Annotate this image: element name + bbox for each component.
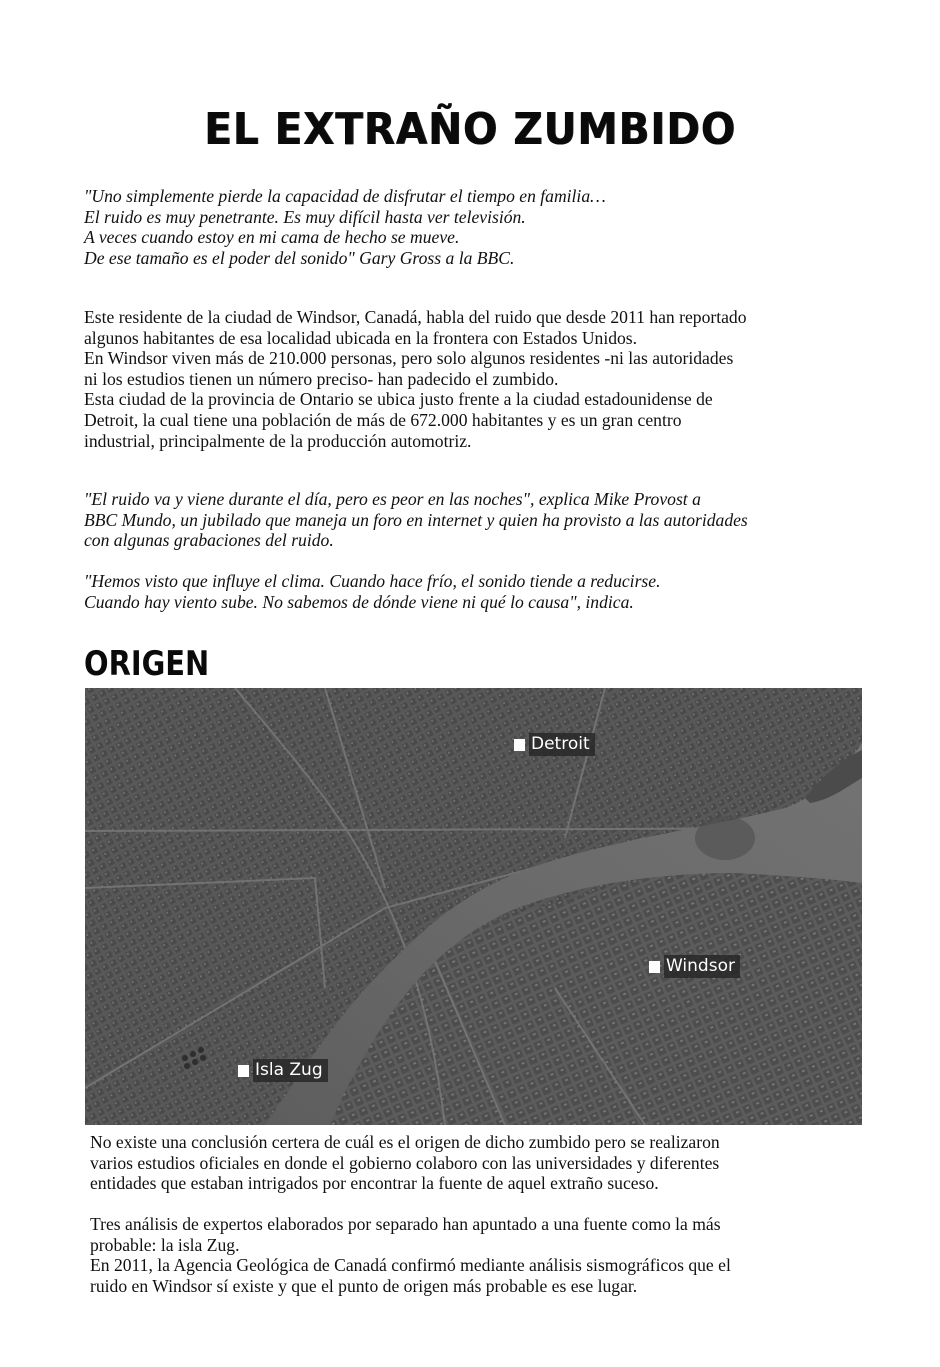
map-label-text: Isla Zug: [253, 1059, 328, 1082]
origin-paragraph-2: [90, 1214, 870, 1296]
quote-line: "Uno simplemente pierde la capacidad de disfrutar el tiempo en familia…: [84, 186, 606, 206]
quote-line: De ese tamaño es el poder del sonido" Gary Gross a la BBC.: [84, 247, 515, 268]
map-graphic: [85, 688, 862, 1125]
text-line: No existe una conclusión certera de cuál es el origen de dicho zumbido pero se realizaron: [90, 1132, 720, 1152]
origin-paragraph-1: [90, 1132, 870, 1194]
text-line: algunos habitantes de esa localidad ubicada en la frontera con Estados Unidos.: [84, 327, 638, 348]
text-line: entidades que estaban intrigados por encontrar la fuente de aquel extraño suceso.: [90, 1173, 659, 1194]
map-label-isla-zug: [238, 1059, 328, 1082]
map-label-windsor: [649, 955, 740, 978]
text-line: industrial, principalmente de la producción automotriz.: [84, 430, 472, 451]
climate-quote: [84, 571, 864, 612]
quote-line: "Hemos visto que influye el clima. Cuando hace frío, el sonido tiende a reducirse.: [84, 571, 661, 591]
location-marker-icon: [238, 1065, 249, 1077]
quote-line: Cuando hay viento sube. No sabemos de dónde viene ni qué lo causa", indica.: [84, 591, 634, 612]
page-title: EL EXTRAÑO ZUMBIDO: [38, 104, 903, 155]
quote-line: BBC Mundo, un jubilado que maneja un foro en internet y quien ha provisto a las autoridades: [84, 509, 748, 530]
text-line: En Windsor viven más de 210.000 personas, pero solo algunos residentes -ni las autoridades: [84, 348, 734, 369]
quote-line: "El ruido va y viene durante el día, pero es peor en las noches", explica Mike Provost a: [84, 489, 701, 509]
quote-line: con algunas grabaciones del ruido.: [84, 530, 334, 551]
text-line: probable: la isla Zug.: [90, 1234, 240, 1255]
quote-line: A veces cuando estoy en mi cama de hecho se mueve.: [84, 227, 460, 248]
text-line: Este residente de la ciudad de Windsor, Canadá, habla del ruido que desde 2011 han reportado: [84, 307, 747, 327]
satellite-map: [85, 688, 862, 1125]
text-line: Esta ciudad de la provincia de Ontario se ubica justo frente a la ciudad estadounidense de: [84, 389, 713, 410]
location-marker-icon: [649, 961, 660, 973]
text-line: ruido en Windsor sí existe y que el punto de origen más probable es ese lugar.: [90, 1275, 638, 1296]
quote-line: El ruido es muy penetrante. Es muy difícil hasta ver televisión.: [84, 206, 526, 227]
provost-quote: [84, 489, 864, 551]
text-line: varios estudios oficiales en donde el gobierno colaboro con las universidades y diferentes: [90, 1152, 720, 1173]
map-label-detroit: [514, 733, 595, 756]
map-label-text: Windsor: [664, 955, 740, 978]
text-line: Detroit, la cual tiene una población de más de 672.000 habitantes y es un gran centro: [84, 409, 682, 430]
text-line: En 2011, la Agencia Geológica de Canadá confirmó mediante análisis sismográficos que el: [90, 1255, 731, 1276]
map-label-text: Detroit: [529, 733, 595, 756]
section-heading-origen: ORIGEN: [84, 644, 210, 684]
text-line: ni los estudios tienen un número preciso- han padecido el zumbido.: [84, 368, 559, 389]
location-marker-icon: [514, 739, 525, 751]
intro-paragraph: [84, 307, 864, 451]
opening-quote: [84, 186, 864, 268]
text-line: Tres análisis de expertos elaborados por separado han apuntado a una fuente como la más: [90, 1214, 721, 1234]
